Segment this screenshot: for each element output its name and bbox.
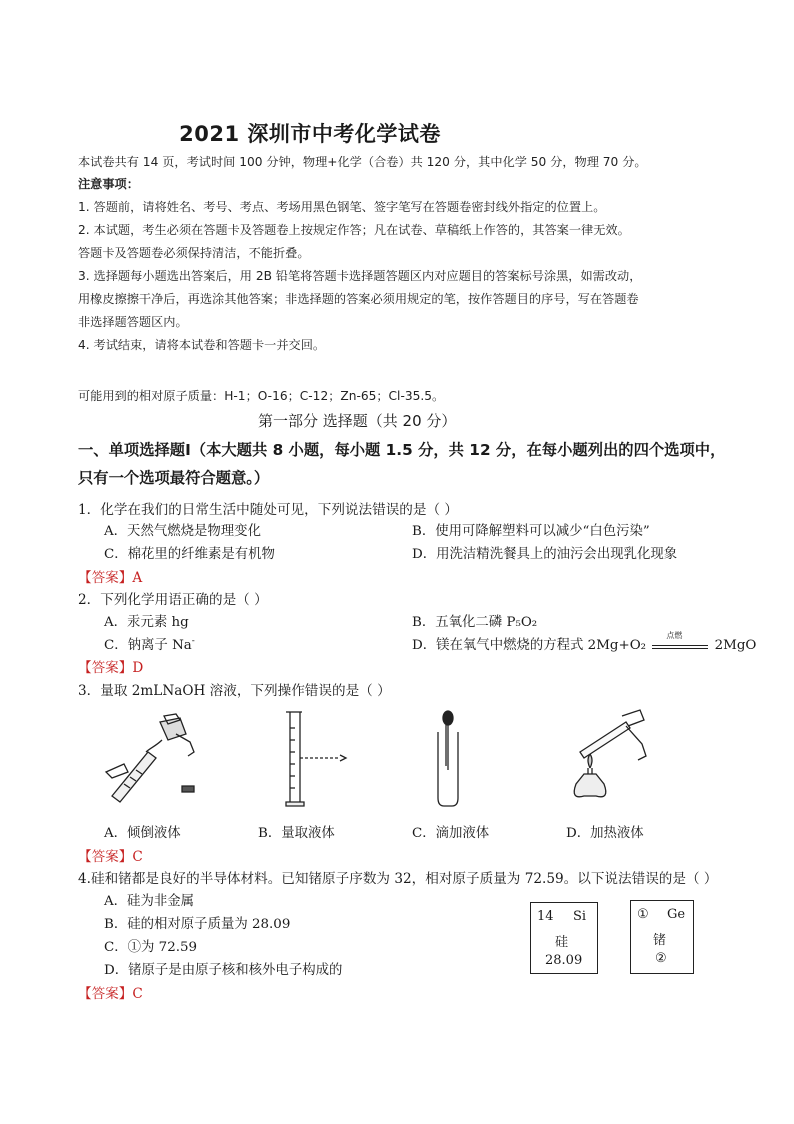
germanium-name: 锗 <box>653 933 667 948</box>
silicon-name: 硅 <box>555 935 569 950</box>
question-1-option-d: D．用洗洁精洗餐具上的油污会出现乳化现象 <box>412 547 678 562</box>
notice-line: 2. 本试题，考生必须在答题卡及答题卷上按规定作答；凡在试卷、草稿纸上作答的，其答案一律无效。 <box>78 223 630 237</box>
part-title: 第一部分 选择题（共 20 分） <box>258 412 457 430</box>
section-heading: 一、单项选择题Ⅰ（本大题共 8 小题，每小题 1.5 分，共 12 分，在每小题列出的四个选项中， <box>78 441 726 459</box>
question-1-option-b: B．使用可降解塑料可以减少“白色污染” <box>412 524 650 539</box>
atomic-masses: 可能用到的相对原子质量：H-1；O-16；C-12；Zn-65；Cl-35.5。 <box>78 389 445 403</box>
question-4-option-d: D．锗原子是由原子核和核外电子构成的 <box>104 963 343 978</box>
question-4-option-c: C．①为 72.59 <box>104 940 198 955</box>
germanium-symbol: Ge <box>667 907 686 922</box>
question-2-option-b: B．五氧化二磷 P₅O₂ <box>412 615 538 630</box>
question-4-answer: 【答案】C <box>78 986 143 1002</box>
question-2-answer: 【答案】D <box>78 660 144 676</box>
question-2-stem: 2．下列化学用语正确的是（ ） <box>78 592 268 608</box>
question-1-option-c: C．棉花里的纤维素是有机物 <box>104 547 275 562</box>
reaction-product: 2MgO <box>714 638 757 653</box>
heating-liquid-illustration <box>562 708 652 808</box>
silicon-atomic-number: 14 <box>537 909 554 924</box>
notice-heading: 注意事项： <box>78 177 139 191</box>
germanium-atomic-mass: ② <box>655 951 667 966</box>
graduated-cylinder-illustration <box>270 708 350 808</box>
notice-line: 非选择题答题区内。 <box>78 315 188 329</box>
silicon-symbol: Si <box>573 909 587 924</box>
question-3-option-b: B．量取液体 <box>258 826 335 841</box>
question-4-stem: 4.硅和锗都是良好的半导体材料。已知锗原子序数为 32，相对原子质量为 72.59。以下说法错误的是（ ） <box>78 871 718 887</box>
question-2-option-a: A．汞元素 hg <box>104 615 189 630</box>
notice-line: 3. 选择题每小题选出答案后，用 2B 铅笔将答题卡选择题答题区内对应题目的答案标号涂黑，如需改动， <box>78 269 642 283</box>
exam-intro: 本试卷共有 14 页，考试时间 100 分钟，物理+化学（合卷）共 120 分，其中化学 50 分，物理 70 分。 <box>78 155 647 169</box>
question-1-option-a: A．天然气燃烧是物理变化 <box>104 524 261 539</box>
notice-line: 1. 答题前，请将姓名、考号、考点、考场用黑色钢笔、签字笔写在答题卷密封线外指定的位置上。 <box>78 200 606 214</box>
question-3-answer: 【答案】C <box>78 849 143 865</box>
question-1-answer: 【答案】A <box>78 570 143 586</box>
silicon-atomic-mass: 28.09 <box>545 953 583 968</box>
notice-line: 4. 考试结束，请将本试卷和答题卡一并交回。 <box>78 338 326 352</box>
question-4-option-a: A．硅为非金属 <box>104 894 195 909</box>
reaction-condition: 点燃 <box>666 630 683 640</box>
reaction-arrow <box>652 630 708 653</box>
charge-superscript: - <box>191 636 195 647</box>
question-3-option-c: C．滴加液体 <box>412 826 490 841</box>
question-4-option-b: B．硅的相对原子质量为 28.09 <box>104 917 291 932</box>
notice-line: 用橡皮擦擦干净后，再选涂其他答案；非选择题的答案必须用规定的笔，按作答题目的序号，写在答题卷 <box>78 292 639 306</box>
section-heading-cont: 只有一个选项最符合题意。） <box>78 469 270 487</box>
question-2-option-d: D．镁在氧气中燃烧的方程式 2Mg+O₂ 点燃 2MgO <box>412 630 757 653</box>
question-3-option-d: D．加热液体 <box>566 826 644 841</box>
notice-line: 答题卡及答题卷必须保持清洁，不能折叠。 <box>78 246 310 260</box>
silicon-element-card <box>530 902 598 974</box>
page-title: 2021 深圳市中考化学试卷 <box>179 122 441 146</box>
dropper-test-tube-illustration <box>428 708 468 808</box>
question-3-option-a: A．倾倒液体 <box>104 826 181 841</box>
germanium-atomic-number: ① <box>637 907 649 922</box>
question-1-stem: 1．化学在我们的日常生活中随处可见，下列说法错误的是（ ） <box>78 502 458 518</box>
question-2-option-c: C．钠离子 Na- <box>104 636 195 653</box>
pouring-liquid-illustration <box>102 712 202 808</box>
germanium-element-card <box>630 900 694 974</box>
question-3-stem: 3．量取 2mLNaOH 溶液，下列操作错误的是（ ） <box>78 683 391 699</box>
